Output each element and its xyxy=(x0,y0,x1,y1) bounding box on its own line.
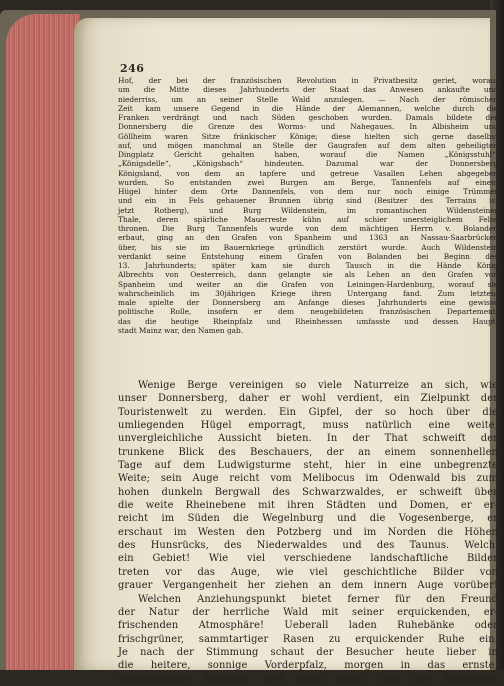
book-page xyxy=(74,18,498,685)
text-line: Hügel hinter dem Orte Dannenfels, von dem nur noch einige Trümmer xyxy=(118,187,498,196)
text-line: die heitere, sonnige Vorderpfalz, morgen in das ernste, xyxy=(118,660,498,672)
text-line: trunkene Blick des Beschauers, der an einem sonnenhellen xyxy=(118,446,498,458)
text-line: waldbedeckte Westrich. Wer Ruhe sucht, wer der staubigen, xyxy=(118,673,498,685)
text-line: unser Donnersberg, daher er wohl verdient, ein Zielpunkt der xyxy=(118,393,498,405)
text-line: hohen dunkeln Bergwall des Schwarzwaldes, er schweift über xyxy=(118,486,498,498)
text-line: das die heutige Rheinpfalz und Rheinhessen umfasste und dessen Haupt- xyxy=(118,316,498,326)
text-line: die weite Rheinebene mit ihren Städten und Domen, er er- xyxy=(118,500,498,512)
text-line: wurden. So entstanden zwei Burgen am Berge, Tannenfels auf einem xyxy=(118,177,498,187)
text-line: auf, und mögen manchmal an Stelle der Gaugrafen auf dem alten geheiligten xyxy=(118,140,498,150)
text-line: male spielte der Donnersberg am Anfange dieses Jahrhunderts eine gewisse xyxy=(118,298,498,307)
text-line: der Natur der herrliche Wald mit seiner erquickenden, er- xyxy=(118,606,498,618)
text-line: niederriss, um an seiner Stelle Wald anzulegen. — Nach der römischen xyxy=(118,94,498,104)
text-line: Wenige Berge vereinigen so viele Naturreize an sich, wie xyxy=(138,380,498,391)
text-line: 13. Jahrhunderts; später kam sie durch Tausch in die Hände König xyxy=(118,261,498,270)
text-line: Weite; sein Auge reicht vom Melibocus im Odenwald bis zum xyxy=(118,473,498,485)
text-line: Zeit kam unsere Gegend in die Hände der Alemannen, welche durch die xyxy=(118,103,498,113)
text-line: ein Gebiet! Wie viel verschiedene landschaftliche Bilder xyxy=(118,553,498,565)
text-line: erbaut, ging an den Grafen von Spanheim und 1363 an Nassau-Saarbrücken xyxy=(118,233,498,243)
text-line: stadt Mainz war, den Namen gab. xyxy=(118,325,243,335)
text-line: Albrechts von Oesterreich, dann gelangte sie als Lehen an den Grafen von xyxy=(118,270,498,280)
text-line: frischenden Atmosphäre! Ueberall laden Ruhebänke oder xyxy=(118,620,498,632)
text-line: über, bis sie im Bauernkriege gründlich zerstört wurde. Auch Wildenstein xyxy=(118,242,498,252)
text-line: reicht im Süden die Wegelnburg und die Vogesenberge, er xyxy=(118,513,498,525)
text-line: Donnersberg die Grenze des Worms- und Nahegaues. In Albisheim und xyxy=(118,122,498,132)
text-line: treten vor das Auge, wie viel geschichtliche Bilder von xyxy=(118,566,498,578)
text-line: Königsland, von dem an tapfere und getreue Vasallen Lehen abgegeben xyxy=(118,168,498,178)
small-print-paragraph xyxy=(118,76,498,335)
text-line: frischgrüner, sammtartiger Rasen zu erquickender Ruhe ein. xyxy=(118,633,498,645)
text-line: um die Mitte dieses Jahrhunderts der Staat das Anwesen ankaufte und xyxy=(118,85,498,95)
text-line: wahrscheinlich im 30jährigen Kriege ihren Untergang fand. Zum letzten- xyxy=(118,288,498,298)
text-line: umliegenden Hügel emporragt, muss natürlich eine weite, xyxy=(118,420,498,432)
text-line: Thale, deren spärliche Mauerreste kühn auf schier unersteiglichem Felse xyxy=(118,214,498,224)
text-line: thronen. Die Burg Tannenfels wurde von dem mächtigen Herrn v. Bolanden xyxy=(118,224,498,233)
text-line: und ein in Fels gehauener Brunnen übrig sind (Besitzer des Terrains ist xyxy=(118,196,498,206)
text-line: Je nach der Stimmung schaut der Besucher heute lieber in xyxy=(118,646,498,658)
text-line: verdankt seine Entstehung einem Grafen von Bolanden bei Beginn des xyxy=(118,251,498,261)
page-number: 246 xyxy=(120,62,145,75)
text-line: jetzt Rotberg), und Burg Wildenstein, im romantischen Wildensteiner xyxy=(118,205,498,215)
text-line: unvergleichliche Aussicht bieten. In der That schweift der xyxy=(118,433,498,445)
page-edges xyxy=(6,14,80,670)
main-paragraph xyxy=(118,379,498,686)
text-line: Touristenwelt zu werden. Ein Gipfel, der so hoch über die xyxy=(118,406,498,418)
text-line: Göllheim waren Sitze fränkischer Könige; diese hielten sich gerne daselbst xyxy=(118,131,498,141)
text-line: Tage auf dem Ludwigsturme steht, hier in eine unbegrenzte xyxy=(118,460,498,472)
text-line: politische Rolle, insofern er dem neugebildeten französischen Departement, xyxy=(118,307,498,317)
text-line: Welchen Anziehungspunkt bietet ferner für den Freund xyxy=(138,593,498,605)
text-line: Dingplatz Gericht gehalten haben, worauf die Namen „Königsstuhl“, xyxy=(118,150,498,159)
text-line: Hof, der bei der französischen Revolution in Privatbesitz geriet, worauf xyxy=(118,76,498,85)
text-line: „Königsdelle“, „Königsbach“ hindeuten. Dazumal war der Donnersberg xyxy=(118,159,498,169)
text-line: grauer Vergangenheit her ziehen an dem innern Auge vorüber! xyxy=(118,580,498,592)
text-line: Spanheim und weiter an die Grafen von Leiningen-Hardenburg, worauf sie xyxy=(118,279,498,289)
text-line: Franken verdrängt und nach Süden geschoben wurden. Damals bildete der xyxy=(118,113,498,122)
text-line: des Hunsrücks, des Niederwaldes und des Taunus. Welch' xyxy=(118,540,498,552)
text-line: erschaut im Westen den Potzberg und im Norden die Höhen xyxy=(118,526,498,538)
